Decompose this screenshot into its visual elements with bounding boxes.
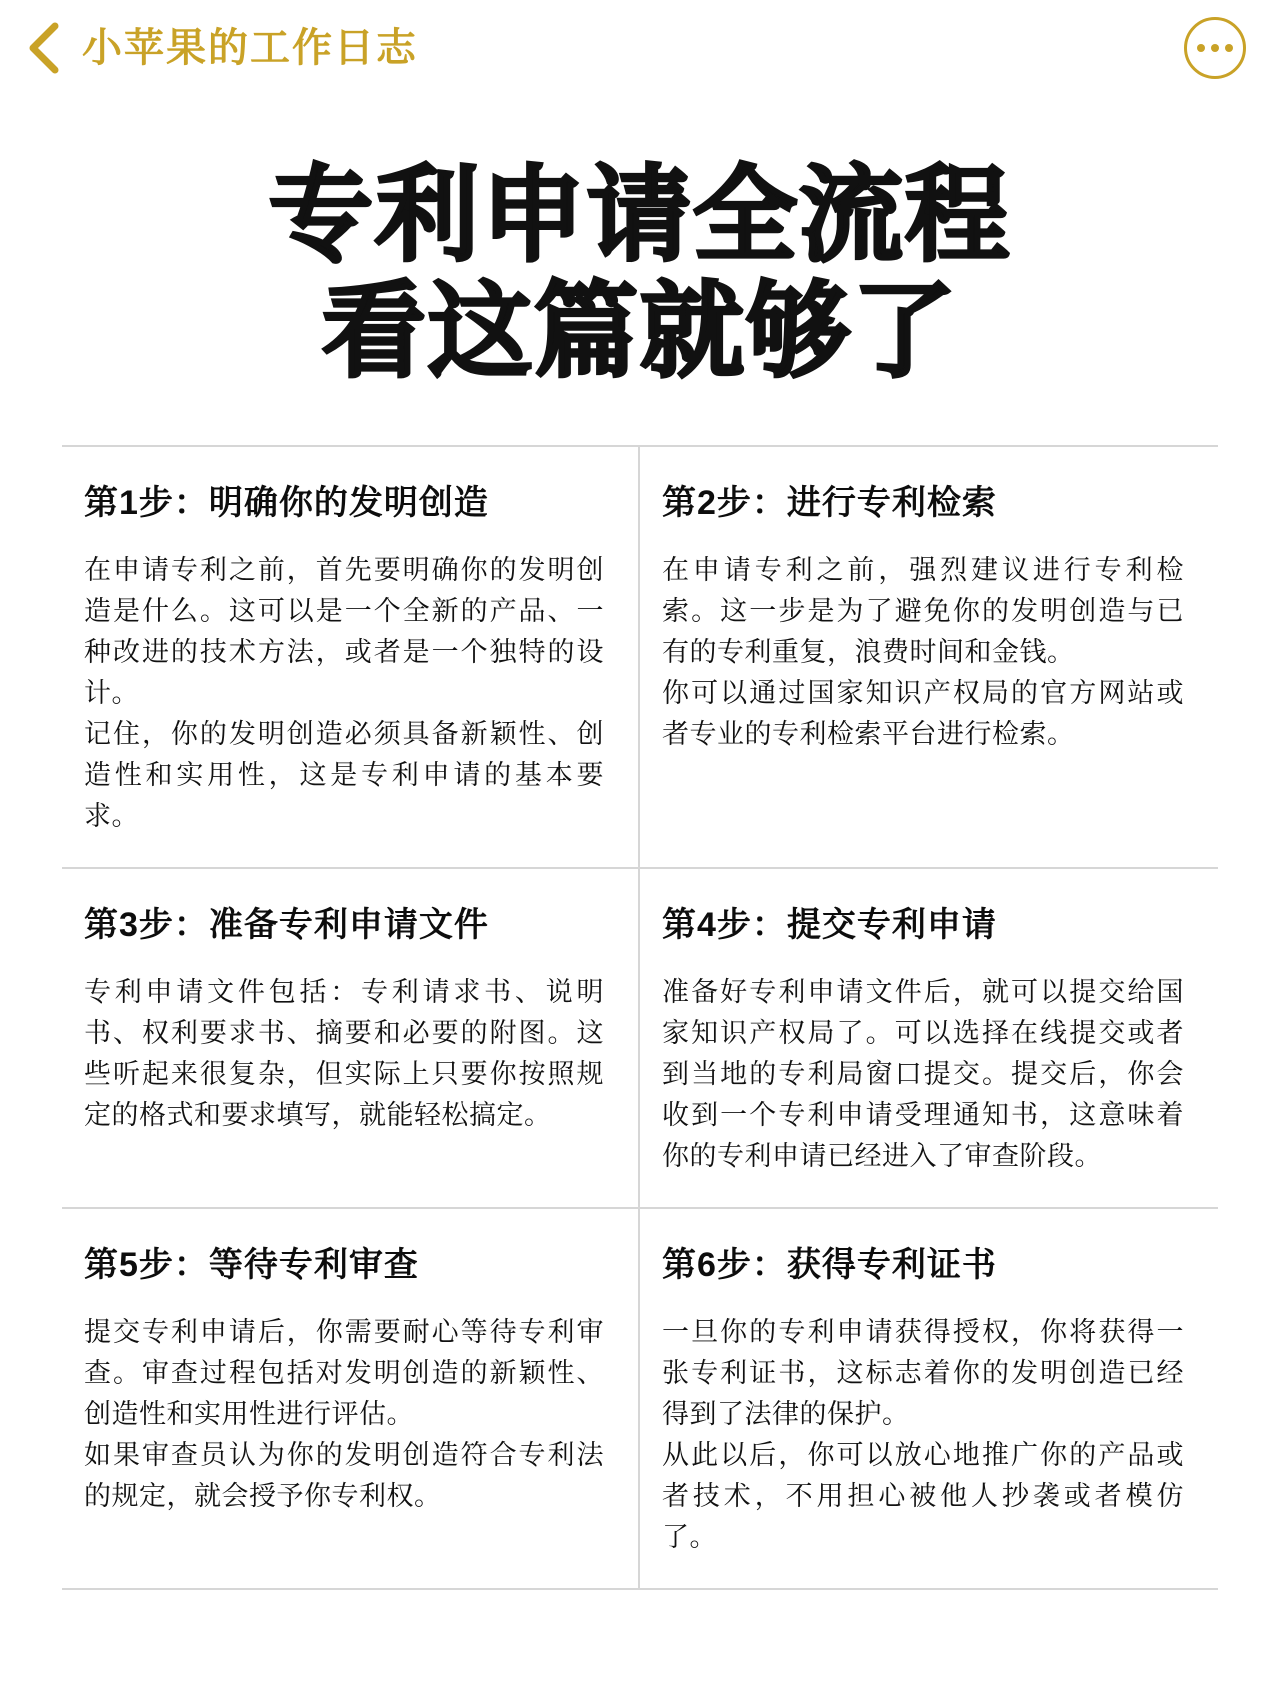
step-heading: 第2步：进行专利检索 [662,483,997,522]
step-paragraph: 准备好专利申请文件后，就可以提交给国家知识产权局了。可以选择在线提交或者到当地的专利局窗口提交。提交后，你会收到一个专利申请受理通知书，这意味着你的专利申请已经进入了审查阶段。 [662,976,1184,1171]
step-card-3 [62,869,640,1209]
step-paragraph: 记住，你的发明创造必须具备新颖性、创造性和实用性，这是专利申请的基本要求。 [84,718,604,831]
step-heading: 第5步：等待专利审查 [84,1245,419,1284]
step-paragraph: 一旦你的专利申请获得授权，你将获得一张专利证书，这标志着你的发明创造已经得到了法律的保护。 [662,1316,1184,1429]
step-heading: 第4步：提交专利申请 [662,905,997,944]
page-title [0,96,1280,445]
step-paragraph: 在申请专利之前，强烈建议进行专利检索。这一步是为了避免你的发明创造与已有的专利重复，浪费时间和金钱。 [662,554,1184,667]
step-paragraph: 专利申请文件包括：专利请求书、说明书、权利要求书、摘要和必要的附图。这些听起来很复杂，但实际上只要你按照规定的格式和要求填写，就能轻松搞定。 [84,976,604,1130]
step-card-2 [640,447,1218,869]
step-paragraph: 从此以后，你可以放心地推广你的产品或者技术，不用担心被他人抄袭或者模仿了。 [662,1439,1184,1552]
more-dot [1211,44,1219,52]
step-paragraph: 你可以通过国家知识产权局的官方网站或者专业的专利检索平台进行检索。 [662,677,1184,749]
chevron-left-icon[interactable] [22,20,66,76]
more-options-icon[interactable] [1184,17,1246,79]
step-card-6 [640,1209,1218,1590]
step-card-5 [62,1209,640,1590]
account-name[interactable]: 小苹果的工作日志 [82,26,418,70]
more-dot [1197,44,1205,52]
step-paragraph: 提交专利申请后，你需要耐心等待专利审查。审查过程包括对发明创造的新颖性、创造性和实用性进行评估。 [84,1316,604,1429]
title-line-2: 看这篇就够了 [321,274,958,391]
step-paragraph: 在申请专利之前，首先要明确你的发明创造是什么。这可以是一个全新的产品、一种改进的技术方法，或者是一个独特的设计。 [84,554,604,708]
step-heading: 第3步：准备专利申请文件 [84,905,489,944]
top-bar [0,0,1280,96]
title-line-1: 专利申请全流程 [268,158,1011,274]
step-paragraph: 如果审查员认为你的发明创造符合专利法的规定，就会授予你专利权。 [84,1439,604,1511]
steps-grid [62,445,1218,1590]
step-card-1 [62,447,640,869]
step-card-4 [640,869,1218,1209]
more-dot [1225,44,1233,52]
step-heading: 第1步：明确你的发明创造 [84,483,489,522]
step-heading: 第6步：获得专利证书 [662,1245,997,1284]
